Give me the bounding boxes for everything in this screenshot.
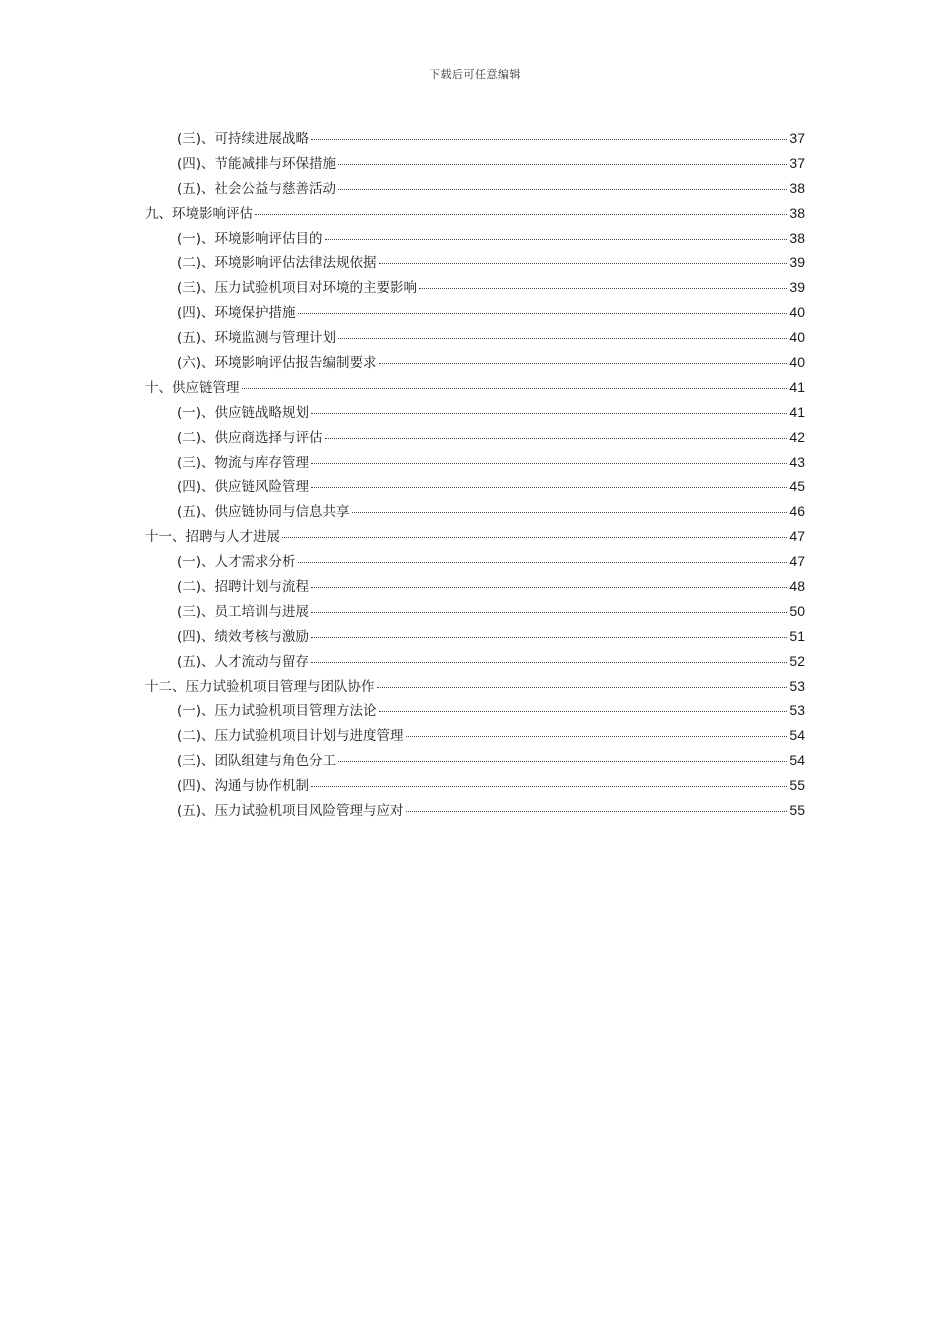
toc-entry[interactable]	[145, 475, 805, 500]
toc-entry[interactable]	[145, 625, 805, 650]
toc-dot-leader	[406, 811, 788, 812]
toc-dot-leader	[311, 612, 787, 613]
toc-dot-leader	[311, 139, 787, 140]
toc-dot-leader	[282, 537, 787, 538]
toc-entry-page-number: 39	[789, 254, 805, 271]
toc-entry-title: (四)、节能减排与环保措施	[177, 155, 337, 172]
toc-dot-leader	[242, 388, 788, 389]
toc-entry-page-number: 47	[789, 528, 805, 545]
toc-entry-page-number: 38	[789, 229, 805, 246]
toc-entry-title: (一)、供应链战略规划	[177, 404, 310, 421]
toc-dot-leader	[379, 711, 788, 712]
toc-entry[interactable]	[145, 152, 805, 177]
toc-entry-title: (三)、压力试验机项目对环境的主要影响	[177, 280, 418, 297]
toc-entry[interactable]	[145, 451, 805, 476]
toc-entry[interactable]	[145, 127, 805, 152]
toc-entry[interactable]	[145, 401, 805, 426]
toc-entry-title: (三)、物流与库存管理	[177, 454, 310, 471]
toc-entry[interactable]	[145, 749, 805, 774]
toc-entry-title: (三)、员工培训与进展	[177, 603, 310, 620]
toc-dot-leader	[419, 288, 787, 289]
toc-entry[interactable]	[145, 774, 805, 799]
toc-entry-page-number: 53	[789, 677, 805, 694]
toc-entry-title: (二)、环境影响评估法律法规依据	[177, 255, 377, 272]
table-of-contents	[145, 127, 805, 824]
toc-entry-page-number: 40	[789, 354, 805, 371]
toc-entry[interactable]	[145, 376, 805, 401]
toc-entry[interactable]	[145, 724, 805, 749]
toc-entry-title: (五)、人才流动与留存	[177, 653, 310, 670]
toc-entry-title: (三)、团队组建与角色分工	[177, 753, 337, 770]
toc-entry-page-number: 53	[789, 702, 805, 719]
toc-entry-title: (五)、压力试验机项目风险管理与应对	[177, 803, 404, 820]
toc-entry-page-number: 46	[789, 503, 805, 520]
toc-entry-page-number: 48	[789, 578, 805, 595]
toc-entry-title: (六)、环境影响评估报告编制要求	[177, 355, 377, 372]
toc-entry[interactable]	[145, 600, 805, 625]
toc-entry-title: (一)、环境影响评估目的	[177, 230, 323, 247]
toc-dot-leader	[298, 562, 788, 563]
toc-entry[interactable]	[145, 575, 805, 600]
toc-entry-page-number: 38	[789, 204, 805, 221]
toc-entry-page-number: 42	[789, 428, 805, 445]
toc-entry-title: (五)、社会公益与慈善活动	[177, 180, 337, 197]
toc-entry-title: 十二、压力试验机项目管理与团队协作	[145, 678, 375, 695]
toc-entry-title: (二)、供应商选择与评估	[177, 429, 323, 446]
toc-entry-page-number: 47	[789, 553, 805, 570]
toc-dot-leader	[338, 761, 787, 762]
toc-entry[interactable]	[145, 799, 805, 824]
toc-entry[interactable]	[145, 326, 805, 351]
toc-entry[interactable]	[145, 251, 805, 276]
toc-entry[interactable]	[145, 699, 805, 724]
page-header: 下载后可任意编辑	[429, 68, 521, 81]
toc-entry-page-number: 37	[789, 130, 805, 146]
toc-entry-page-number: 52	[789, 652, 805, 669]
toc-dot-leader	[311, 662, 787, 663]
toc-entry[interactable]	[145, 202, 805, 227]
toc-entry-title: (三)、可持续进展战略	[177, 131, 310, 147]
toc-entry-page-number: 40	[789, 304, 805, 321]
toc-dot-leader	[311, 587, 787, 588]
toc-entry-title: 九、环境影响评估	[145, 205, 253, 222]
toc-dot-leader	[311, 463, 787, 464]
toc-dot-leader	[298, 313, 788, 314]
toc-entry-title: (五)、供应链协同与信息共享	[177, 504, 350, 521]
toc-dot-leader	[377, 687, 788, 688]
toc-entry-page-number: 55	[789, 777, 805, 794]
toc-entry-page-number: 39	[789, 279, 805, 296]
toc-dot-leader	[311, 413, 787, 414]
toc-entry-title: 十一、招聘与人才进展	[145, 529, 280, 546]
toc-entry-title: (一)、压力试验机项目管理方法论	[177, 703, 377, 720]
toc-entry[interactable]	[145, 351, 805, 376]
toc-dot-leader	[406, 736, 788, 737]
toc-entry[interactable]	[145, 675, 805, 700]
toc-dot-leader	[338, 338, 787, 339]
toc-dot-leader	[311, 487, 787, 488]
toc-entry-title: (四)、沟通与协作机制	[177, 778, 310, 795]
toc-entry-page-number: 40	[789, 329, 805, 346]
toc-entry-title: (四)、绩效考核与激励	[177, 628, 310, 645]
toc-entry-title: (一)、人才需求分析	[177, 554, 296, 571]
toc-dot-leader	[255, 214, 787, 215]
toc-entry[interactable]	[145, 426, 805, 451]
toc-entry-page-number: 38	[789, 179, 805, 196]
toc-entry[interactable]	[145, 227, 805, 252]
toc-entry[interactable]	[145, 550, 805, 575]
toc-entry-page-number: 54	[789, 752, 805, 769]
toc-dot-leader	[338, 189, 787, 190]
toc-entry[interactable]	[145, 276, 805, 301]
toc-dot-leader	[311, 786, 787, 787]
toc-entry-page-number: 55	[789, 802, 805, 819]
toc-entry-page-number: 50	[789, 602, 805, 619]
toc-entry-page-number: 41	[789, 378, 805, 395]
toc-dot-leader	[338, 164, 787, 165]
toc-entry-page-number: 41	[789, 403, 805, 420]
toc-dot-leader	[352, 512, 788, 513]
toc-entry-page-number: 54	[789, 727, 805, 744]
toc-entry[interactable]	[145, 525, 805, 550]
toc-entry-page-number: 45	[789, 478, 805, 495]
toc-dot-leader	[311, 637, 787, 638]
toc-dot-leader	[325, 438, 788, 439]
toc-entry-page-number: 43	[789, 453, 805, 470]
toc-dot-leader	[379, 363, 788, 364]
toc-entry-page-number: 37	[789, 154, 805, 171]
toc-entry-page-number: 51	[789, 627, 805, 644]
toc-entry[interactable]	[145, 650, 805, 675]
toc-entry[interactable]	[145, 177, 805, 202]
toc-dot-leader	[325, 239, 788, 240]
toc-entry-title: (二)、压力试验机项目计划与进度管理	[177, 728, 404, 745]
toc-dot-leader	[379, 263, 788, 264]
toc-entry-title: (五)、环境监测与管理计划	[177, 330, 337, 347]
toc-entry[interactable]	[145, 500, 805, 525]
toc-entry[interactable]	[145, 301, 805, 326]
toc-entry-title: (四)、供应链风险管理	[177, 479, 310, 496]
toc-entry-title: 十、供应链管理	[145, 379, 240, 396]
toc-entry-title: (二)、招聘计划与流程	[177, 579, 310, 596]
toc-entry-title: (四)、环境保护措施	[177, 305, 296, 322]
